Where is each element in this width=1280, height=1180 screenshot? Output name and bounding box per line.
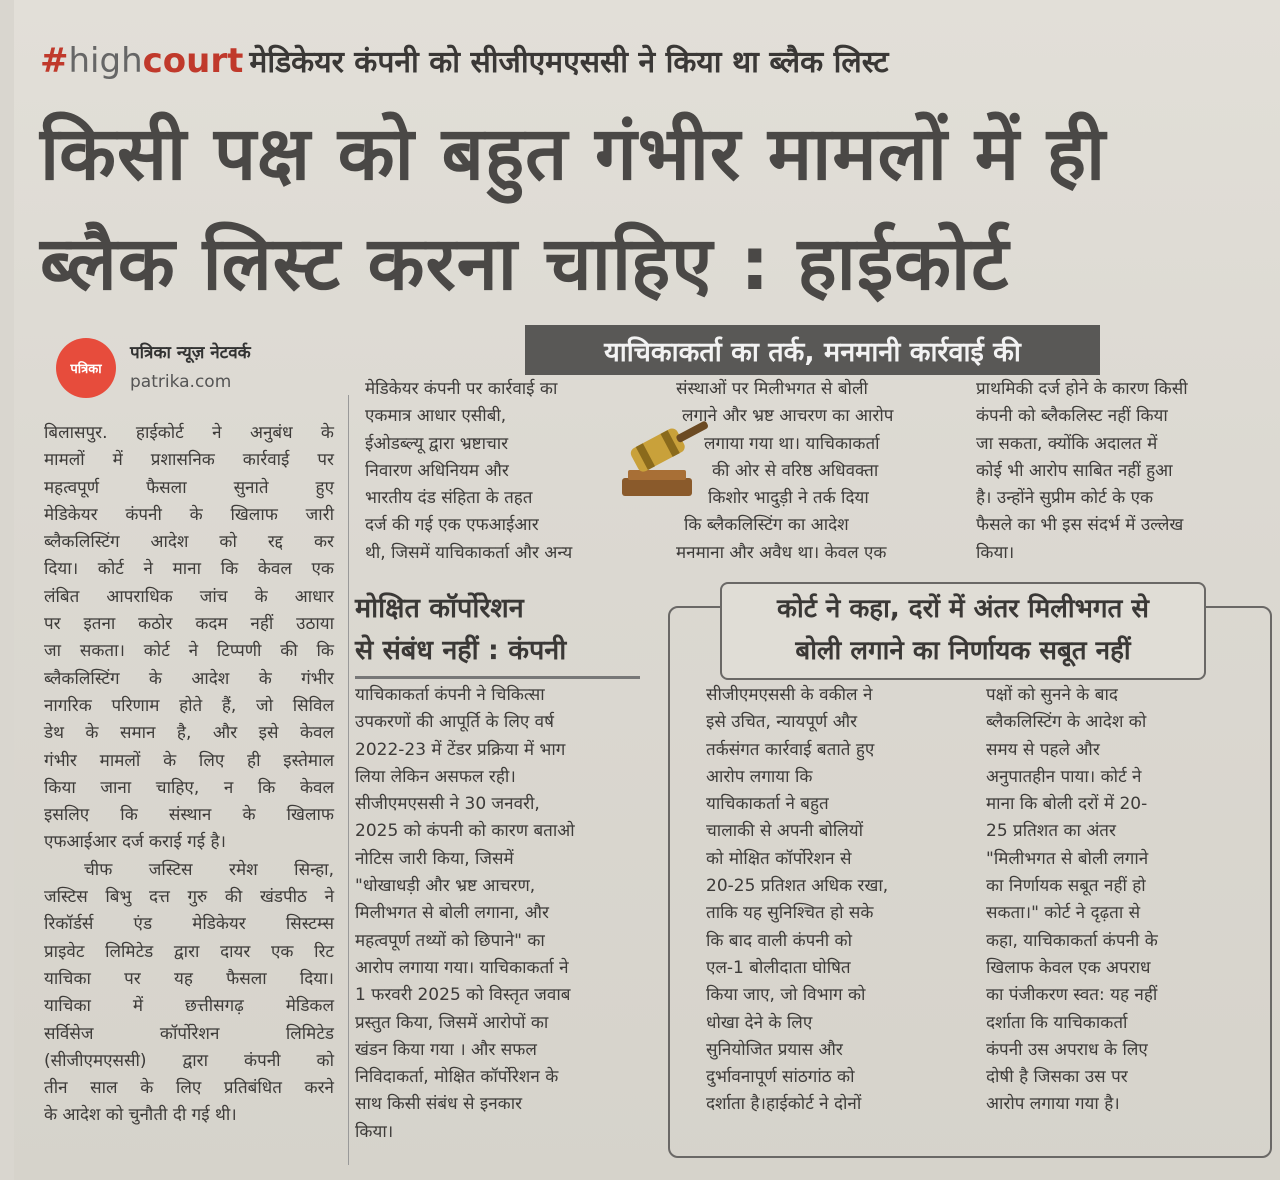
text-line: कि बाद वाली कंपनी को — [706, 930, 853, 951]
text-line: दुर्भावनापूर्ण सांठगांठ को — [706, 1067, 855, 1088]
text-line: दर्ज की गई एक एफआईआर — [365, 515, 539, 536]
byline-site: patrika.com — [130, 372, 232, 392]
text-line: याचिकाकर्ता कंपनी ने चिकित्सा — [355, 685, 545, 705]
text-line: मामलों में प्रशासनिक कार्रवाई पर — [44, 450, 334, 471]
text-line: अनुपातहीन पाया। कोर्ट ने — [986, 766, 1142, 787]
text-line: धोखा देने के लिए — [706, 1012, 813, 1033]
text-line: समय से पहले और — [986, 739, 1100, 760]
text-line: ताकि यह सुनिश्चित हो सके — [706, 903, 874, 924]
text-line: किया जाना चाहिए, न कि केवल — [44, 777, 334, 798]
text-line: नोटिस जारी किया, जिसमें — [355, 848, 514, 869]
text-line: सकता।" कोर्ट ने दृढ़ता से — [986, 903, 1141, 924]
text-line: किया जाए, जो विभाग को — [706, 985, 866, 1006]
text-line: एकमात्र आधार एसीबी, — [365, 406, 507, 427]
text-line: याचिका में छत्तीसगढ़ मेडिकल — [44, 996, 334, 1017]
text-line: खिलाफ केवल एक अपराध — [986, 957, 1151, 978]
text-line: ब्लैकलिस्टिंग के आदेश के गंभीर — [44, 668, 334, 689]
text-line: संस्थाओं पर मिलीभगत से बोली — [676, 379, 868, 399]
tag-high: high — [68, 41, 143, 81]
text-line: इसे उचित, न्यायपूर्ण और — [706, 712, 858, 733]
text-line: सीजीएमएससी ने 30 जनवरी, — [355, 794, 540, 815]
text-line: कि ब्लैकलिस्टिंग का आदेश — [684, 515, 849, 536]
byline-name: पत्रिका न्यूज़ नेटवर्क — [130, 343, 251, 363]
top-column-1 — [365, 376, 635, 567]
text-line: की ओर से वरिष्ठ अधिवक्ता — [712, 460, 879, 481]
text-line: तर्कसंगत कार्रवाई बताते हुए — [706, 739, 875, 760]
text-line: मिलीभगत से बोली लगाना, और — [355, 903, 549, 924]
text-line: ईओडब्ल्यू द्वारा भ्रष्टाचार — [365, 433, 509, 454]
text-line: नागरिक परिणाम होते हैं, जो सिविल — [44, 695, 334, 716]
top-column-3 — [976, 376, 1256, 567]
text-line: साथ किसी संबंध से इनकार — [355, 1094, 523, 1115]
text-line: सर्विसेज कॉर्पोरेशन लिमिटेड — [44, 1023, 334, 1044]
text-line: थी, जिसमें याचिकाकर्ता और अन्य — [365, 542, 573, 563]
text-line: आरोप लगाया कि — [706, 766, 813, 787]
text-line: 1 फरवरी 2025 को विस्तृत जवाब — [355, 985, 571, 1006]
text-line: प्रस्तुत किया, जिसमें आरोपों का — [355, 1012, 549, 1033]
headline-line-1: किसी पक्ष को बहुत गंभीर मामलों में ही — [40, 111, 1107, 197]
text-line: भारतीय दंड संहिता के तहत — [365, 488, 533, 509]
text-line: 25 प्रतिशत का अंतर — [986, 821, 1116, 842]
text-line: डेथ के समान है, और इसे केवल — [44, 723, 334, 744]
text-line: मेडिकेयर कंपनी के खिलाफ जारी — [44, 504, 334, 525]
box-heading-line-1: कोर्ट ने कहा, दरों में अंतर मिलीभगत से — [777, 594, 1149, 624]
text-line: माना कि बोली दरों में 20- — [986, 794, 1148, 815]
text-line: महत्वपूर्ण फैसला सुनाते हुए — [44, 477, 334, 498]
text-line: ब्लैकलिस्टिंग के आदेश को — [986, 712, 1147, 733]
text-line: सीजीएमएससी के वकील ने — [706, 685, 873, 705]
subheading-banner: याचिकाकर्ता का तर्क, मनमानी कार्रवाई की — [525, 325, 1100, 375]
kicker-text: मेडिकेयर कंपनी को सीजीएमएससी ने किया था ब्लैक लिस्ट — [249, 45, 889, 80]
text-line: याचिका पर यह फैसला दिया। — [44, 968, 334, 989]
box-heading — [720, 582, 1206, 680]
text-line: आरोप लगाया गया। याचिकाकर्ता ने — [355, 957, 569, 978]
text-line: एल-1 बोलीदाता घोषित — [706, 957, 851, 978]
text-line: पर इतना कठोर कदम नहीं उठाया — [44, 614, 334, 635]
text-line: चीफ जस्टिस रमेश सिन्हा, — [84, 859, 334, 880]
text-line: निविदाकर्ता, मोक्षित कॉर्पोरेशन के — [355, 1067, 559, 1088]
text-line: जस्टिस बिभु दत्त गुरु की खंडपीठ ने — [44, 887, 334, 908]
text-line: कंपनी को ब्लैकलिस्ट नहीं किया — [976, 406, 1168, 427]
text-line: 20-25 प्रतिशत अधिक रखा, — [706, 876, 889, 897]
subheading-line-2: से संबंध नहीं : कंपनी — [355, 635, 567, 666]
left-column — [44, 420, 334, 1130]
middle-column — [355, 682, 645, 1146]
text-line: बिलासपुर. हाईकोर्ट ने अनुबंध के — [44, 423, 334, 443]
text-line: प्राथमिकी दर्ज होने के कारण किसी — [976, 379, 1188, 399]
column-divider — [348, 395, 349, 1165]
subheading-line-1: मोक्षित कॉर्पोरेशन — [355, 593, 524, 624]
text-line: है। उन्होंने सुप्रीम कोर्ट के एक — [976, 488, 1154, 509]
subheading-company — [355, 588, 566, 672]
text-line: दर्शाता कि याचिकाकर्ता — [986, 1012, 1128, 1033]
text-line: रिकॉर्डर्स एंड मेडिकेयर सिस्टम्स — [44, 914, 334, 935]
text-line: निवारण अधिनियम और — [365, 460, 509, 481]
text-line: पक्षों को सुनने के बाद — [986, 685, 1118, 705]
text-line: उपकरणों की आपूर्ति के लिए वर्ष — [355, 712, 554, 733]
text-line: का निर्णायक सबूत नहीं हो — [986, 876, 1146, 897]
section-tagline — [40, 40, 889, 81]
box-heading-line-2: बोली लगाने का निर्णायक सबूत नहीं — [795, 636, 1131, 666]
text-line: दर्शाता है।हाईकोर्ट ने दोनों — [706, 1094, 862, 1115]
text-line: प्राइवेट लिमिटेड द्वारा दायर एक रिट — [44, 941, 334, 962]
text-line: कहा, याचिकाकर्ता कंपनी के — [986, 930, 1158, 951]
text-line: लंबित आपराधिक जांच के आधार — [44, 586, 334, 607]
text-line: जा सकता, क्योंकि अदालत में — [976, 433, 1158, 454]
tag-hash: # — [40, 41, 69, 81]
subheading-rule — [355, 676, 640, 679]
headline-line-2: ब्लैक लिस्ट करना चाहिए : हाईकोर्ट — [40, 221, 1010, 307]
text-line: दिया। कोर्ट ने माना कि केवल एक — [44, 559, 334, 580]
box-column-2 — [986, 682, 1248, 1119]
text-line: ब्लैकलिस्टिंग आदेश को रद्द कर — [44, 532, 334, 553]
text-line: "धोखाधड़ी और भ्रष्ट आचरण, — [355, 876, 536, 897]
text-line: किया। — [355, 1121, 394, 1142]
text-line: कोई भी आरोप साबित नहीं हुआ — [976, 460, 1173, 481]
text-line: आरोप लगाया गया है। — [986, 1094, 1120, 1115]
text-line: "मिलीभगत से बोली लगाने — [986, 848, 1149, 869]
text-line: याचिकाकर्ता ने बहुत — [706, 794, 829, 815]
text-line: का पंजीकरण स्वत: यह नहीं — [986, 985, 1158, 1006]
text-line: सुनियोजित प्रयास और — [706, 1039, 843, 1060]
text-line: इसलिए कि संस्थान के खिलाफ — [44, 805, 334, 826]
text-line: 2022-23 में टेंडर प्रक्रिया में भाग — [355, 739, 566, 760]
text-line: मेडिकेयर कंपनी पर कार्रवाई का — [365, 379, 558, 399]
text-line: चालाकी से अपनी बोलियों — [706, 821, 864, 842]
top-column-2 — [676, 376, 946, 567]
text-line: (सीजीएमएससी) द्वारा कंपनी को — [44, 1050, 334, 1071]
text-line: के आदेश को चुनौती दी गई थी। — [44, 1105, 237, 1126]
text-line: महत्वपूर्ण तथ्यों को छिपाने" का — [355, 930, 545, 951]
box-column-1 — [706, 682, 966, 1119]
text-line: लगाने और भ्रष्ट आचरण का आरोप — [682, 406, 894, 427]
text-line: 2025 को कंपनी को कारण बताओ — [355, 821, 575, 842]
text-line: तीन साल के लिए प्रतिबंधित करने — [44, 1078, 334, 1099]
text-line: कंपनी उस अपराध के लिए — [986, 1039, 1148, 1060]
text-line: गंभीर मामलों के लिए ही इस्तेमाल — [44, 750, 334, 771]
text-line: फैसले का भी इस संदर्भ में उल्लेख — [976, 515, 1184, 536]
text-line: लिया लेकिन असफल रही। — [355, 766, 516, 787]
text-line: किशोर भादुड़ी ने तर्क दिया — [708, 488, 869, 509]
text-line: को मोक्षित कॉर्पोरेशन से — [706, 848, 852, 869]
text-line: लगाया गया था। याचिकाकर्ता — [704, 433, 880, 454]
text-line: मनमाना और अवैध था। केवल एक — [676, 542, 887, 563]
tag-court: court — [142, 41, 244, 81]
patrika-logo: पत्रिका — [56, 338, 116, 398]
text-line: खंडन किया गया । और सफल — [355, 1039, 537, 1060]
text-line: दोषी है जिसका उस पर — [986, 1067, 1128, 1088]
text-line: जा सकता। कोर्ट ने टिप्पणी की कि — [44, 641, 334, 662]
text-line: एफआईआर दर्ज कराई गई है। — [44, 832, 226, 853]
text-line: किया। — [976, 542, 1015, 563]
